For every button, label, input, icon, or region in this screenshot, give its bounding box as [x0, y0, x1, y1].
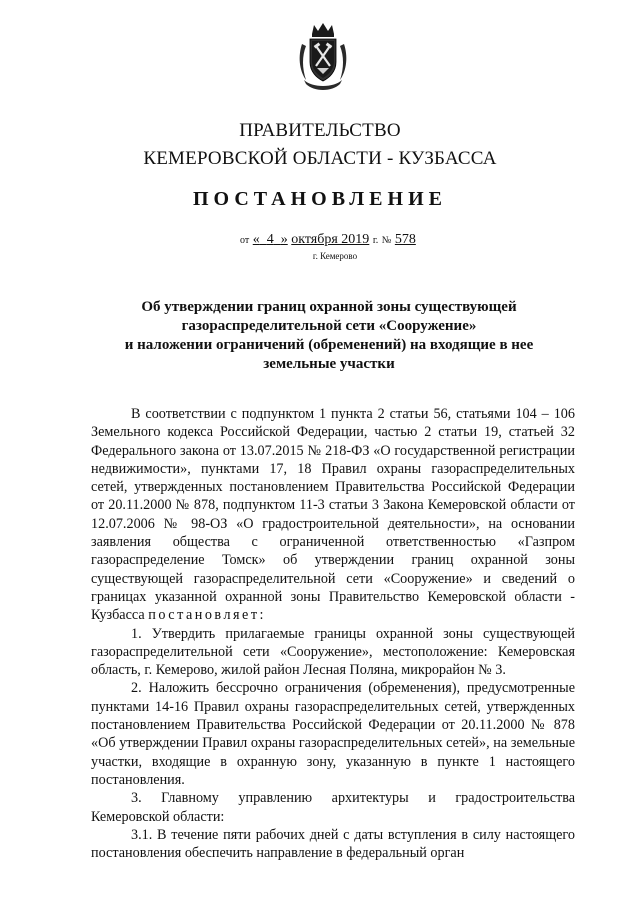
coat-of-arms-icon: [296, 22, 350, 94]
document-type-title: ПОСТАНОВЛЕНИЕ: [193, 188, 447, 210]
subject-line: Об утверждении границ охранной зоны существующей: [141, 299, 517, 315]
decree-word: постановляет:: [148, 607, 266, 624]
date-number-line: [240, 232, 416, 248]
date-day-field: « 4 »: [252, 232, 288, 247]
government-name-line1: ПРАВИТЕЛЬСТВО: [239, 120, 401, 141]
body-paragraph-item-3: 3. Главному управлению архитектуры и градостроительства Кемеровской области:: [91, 790, 575, 825]
date-year-suffix: г.: [372, 235, 379, 246]
subject-line: земельные участки: [263, 356, 395, 372]
city-name: г. Кемерово: [312, 251, 358, 261]
number-prefix: №: [381, 235, 392, 246]
body-paragraph-item-3-1: 3.1. В течение пяти рабочих дней с даты вступления в силу настоящего постановления обеспечить направление в федеральный орган: [91, 826, 575, 862]
body-paragraph-preamble: В соответствии с подпунктом 1 пункта 2 статьи 56, статьями 104 – 106 Земельного кодекса Российской Федерации, частью 2 статьи 19, статьей 32 Федерального закона от 13.07.2015 № 218-ФЗ «О государственной регистрации недвижимости», пунктами 17, 18 Правил охраны газораспределительных сетей, утвержденных постановлением Правительства Российской Федерации от 20.11.2000 № 878, подпунктом 11-3 статьи 3 Закона Кемеровской области от 12.07.2006 № 98-ОЗ «О градостроительной деятельности», на основании заявления общества с ограниченной ответственностью «Газпром газораспределение Томск» об утверждении границ охранной зоны существующей газораспределительной сети «Сооружение» и сведений о границах указанной охранной зоны Правительство Кемеровской области - Кузбасса постановляет:: [91, 406, 575, 624]
body-paragraph-item-1: 1. Утвердить прилагаемые границы охранной зоны существующей газораспределительной сети «Сооружение», местоположение: Кемеровская область, г. Кемерово, жилой район Лесная Поляна, микрорайон № 3.: [91, 625, 575, 679]
date-month-year: октября 2019: [291, 232, 370, 247]
subject-line: газораспределительной сети «Сооружение»: [181, 318, 477, 334]
government-name-line2: КЕМЕРОВСКОЙ ОБЛАСТИ - КУЗБАССА: [143, 148, 497, 169]
document-body: [91, 405, 575, 862]
document-subject: [100, 298, 558, 374]
body-paragraph-item-2: 2. Наложить бессрочно ограничения (обременения), предусмотренные пунктами 14-16 Правил охраны газораспределительных сетей, утвержденных постановлением Правительства Российской Федерации от 20.11.2000 № 878 «Об утверждении Правил охраны газораспределительных сетей», на земельные участки, входящие в охранную зону, указанную в пункте 1 настоящего постановления.: [91, 680, 575, 788]
document-number: 578: [394, 232, 416, 247]
date-day: 4: [266, 232, 274, 247]
date-prefix: от: [240, 235, 250, 246]
subject-line: и наложении ограничений (обременений) на входящие в нее: [124, 337, 534, 353]
